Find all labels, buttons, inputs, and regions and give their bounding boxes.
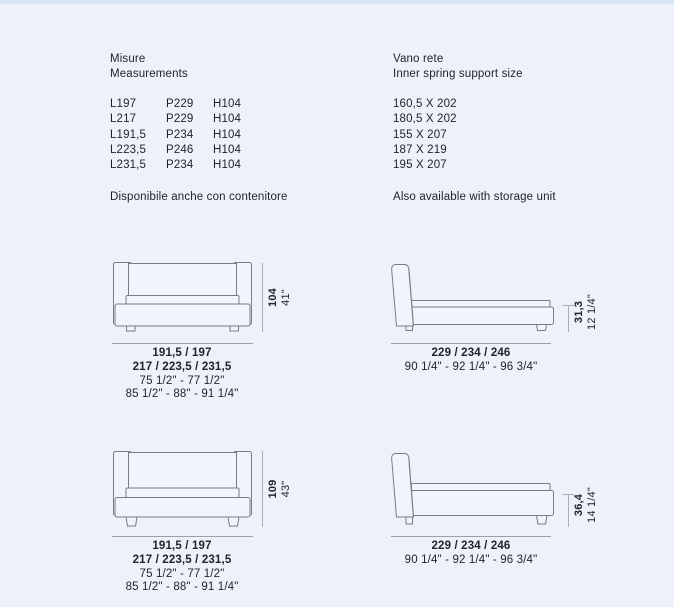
height-cell: H104 xyxy=(213,144,242,157)
width-inch-line2: 85 1/2" - 88" - 91 1/4" xyxy=(125,388,239,401)
width-inch-line2: 85 1/2" - 88" - 91 1/4" xyxy=(125,581,239,594)
height-dimension-line xyxy=(262,451,263,527)
depth-cm-line1: 229 / 234 / 246 xyxy=(431,347,511,359)
length-cell: L223,5 xyxy=(110,144,147,157)
table-row xyxy=(110,158,288,173)
measurements-title-en: Measurements xyxy=(110,68,188,81)
base-height-dimension-line xyxy=(568,305,569,332)
bed-front-view-storage-drawing xyxy=(113,451,252,527)
base-height-dimension-label xyxy=(573,483,599,527)
length-cell: L197 xyxy=(110,97,137,110)
front-view-width-caption xyxy=(92,540,272,595)
width-inch-line1: 75 1/2" - 77 1/2" xyxy=(139,567,225,580)
bed-side-view-storage-drawing xyxy=(390,452,555,526)
measurements-title-it: Misure xyxy=(110,53,146,65)
measurements-table xyxy=(110,97,288,174)
table-row: 195 X 207 xyxy=(393,159,447,172)
storage-note-en: Also available with storage unit xyxy=(393,190,556,203)
base-height-inch-value: 14 1/4" xyxy=(586,487,598,523)
base-height-cm-value: 36,4 xyxy=(573,493,585,517)
depth-dimension-rule xyxy=(391,536,551,537)
width-inch-line1: 75 1/2" - 77 1/2" xyxy=(139,374,225,387)
width-cm-line2: 217 / 223,5 / 231,5 xyxy=(132,360,232,373)
table-row: 155 X 207 xyxy=(393,128,447,141)
spring-support-title xyxy=(393,52,556,83)
length-cell: L191,5 xyxy=(110,128,147,141)
depth-dimension-rule xyxy=(391,343,551,344)
bed-front-view-storage-art xyxy=(113,451,252,527)
front-view-width-caption xyxy=(92,347,272,402)
bed-front-view-art xyxy=(113,262,252,332)
height-inch-value: 41" xyxy=(280,289,292,306)
depth-cell: P234 xyxy=(166,159,194,172)
length-cell: L217 xyxy=(110,113,137,126)
height-inch-value: 43" xyxy=(280,480,292,498)
height-cell: H104 xyxy=(213,113,242,126)
width-dimension-rule xyxy=(112,343,253,344)
bed-side-view-storage-art xyxy=(390,452,555,526)
height-dimension-line xyxy=(262,263,263,332)
depth-cell: P229 xyxy=(166,113,194,126)
table-row xyxy=(110,128,288,143)
measurements-spec-column xyxy=(110,52,288,205)
width-cm-line2: 217 / 223,5 / 231,5 xyxy=(132,553,232,566)
base-height-inch-value: 12 1/4" xyxy=(586,294,598,330)
depth-cm-line1: 229 / 234 / 246 xyxy=(431,540,511,552)
table-row: 180,5 X 202 xyxy=(393,113,457,126)
storage-note-it: Disponibile anche con contenitore xyxy=(110,190,288,203)
table-row xyxy=(110,143,288,158)
width-dimension-rule xyxy=(112,536,253,537)
depth-inch-line1: 90 1/4" - 92 1/4" - 96 3/4" xyxy=(404,360,538,373)
height-dimension-label xyxy=(267,451,293,527)
height-cell: H104 xyxy=(213,159,242,172)
table-row xyxy=(110,97,288,112)
depth-cell: P246 xyxy=(166,144,194,157)
width-cm-line1: 191,5 / 197 xyxy=(152,540,212,552)
base-height-dimension-label xyxy=(573,292,599,332)
table-row: 160,5 X 202 xyxy=(393,97,457,110)
length-cell: L231,5 xyxy=(110,159,147,172)
spring-support-table xyxy=(393,97,556,174)
side-view-depth-caption xyxy=(371,347,571,375)
side-view-depth-caption xyxy=(371,540,571,568)
height-cell: H104 xyxy=(213,97,242,110)
depth-cell: P234 xyxy=(166,128,194,141)
height-dimension-label xyxy=(267,263,293,332)
bed-side-view-art xyxy=(390,263,555,333)
height-cell: H104 xyxy=(213,128,242,141)
depth-inch-line1: 90 1/4" - 92 1/4" - 96 3/4" xyxy=(404,553,538,566)
spring-support-title-en: Inner spring support size xyxy=(393,68,523,81)
height-cm-value: 109 xyxy=(267,479,279,499)
depth-cell: P229 xyxy=(166,97,194,110)
measurements-title xyxy=(110,52,288,83)
width-cm-line1: 191,5 / 197 xyxy=(152,347,212,359)
base-height-dimension-line xyxy=(568,494,569,527)
spring-support-title-it: Vano rete xyxy=(393,53,444,65)
base-height-cm-value: 31,3 xyxy=(573,300,585,324)
bed-front-view-drawing xyxy=(113,262,252,332)
table-row xyxy=(110,112,288,127)
top-accent-band xyxy=(0,0,674,4)
table-row: 187 X 219 xyxy=(393,144,447,157)
height-cm-value: 104 xyxy=(267,288,279,307)
bed-side-view-drawing xyxy=(390,263,555,333)
spring-support-spec-column xyxy=(393,52,556,205)
